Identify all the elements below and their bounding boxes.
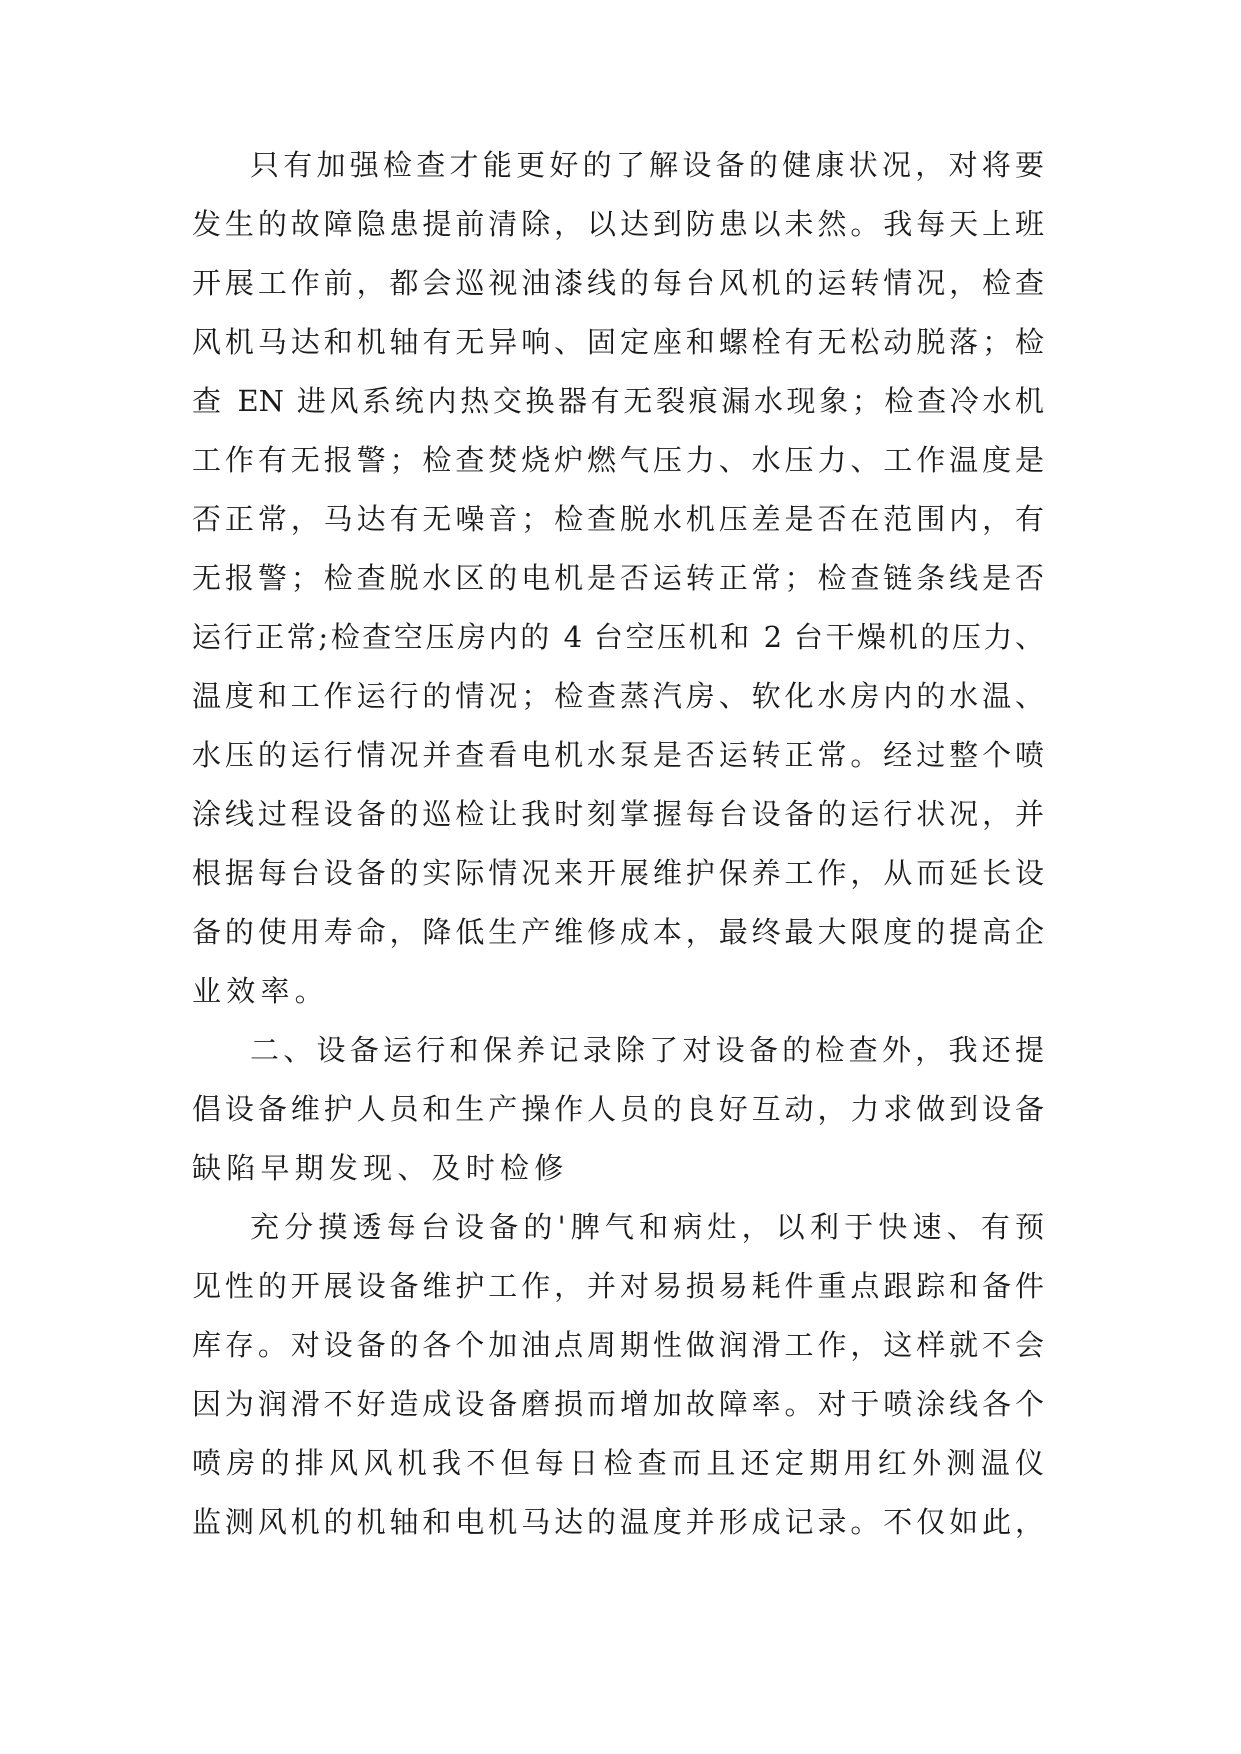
paragraph-1-line-2: 发生的故障隐患提前清除，以达到防患以未然。我每天上班: [192, 207, 1044, 241]
paragraph-2-line-2: 倡设备维护人员和生产操作人员的良好互动，力求做到设备: [192, 1092, 1044, 1126]
paragraph-1-line-14: 备的使用寿命，降低生产维修成本，最终最大限度的提高企: [192, 915, 1044, 949]
paragraph-2-line-3: 缺陷早期发现、及时检修: [192, 1151, 569, 1185]
paragraph-3-line-2: 见性的开展设备维护工作，并对易损易耗件重点跟踪和备件: [192, 1269, 1044, 1303]
paragraph-1-line-15: 业效率。: [192, 974, 329, 1008]
paragraph-1-line-6: 工作有无报警；检查焚烧炉燃气压力、水压力、工作温度是: [192, 443, 1044, 477]
paragraph-1-line-13: 根据每台设备的实际情况来开展维护保养工作，从而延长设: [192, 856, 1044, 890]
paragraph-1-line-1: 只有加强检查才能更好的了解设备的健康状况，对将要: [250, 148, 1044, 182]
paragraph-3-line-4: 因为润滑不好造成设备磨损而增加故障率。对于喷涂线各个: [192, 1387, 1044, 1421]
paragraph-1-line-5: 查 EN 进风系统内热交换器有无裂痕漏水现象；检查冷水机: [192, 384, 1044, 418]
paragraph-1-line-10: 温度和工作运行的情况；检查蒸汽房、软化水房内的水温、: [192, 679, 1044, 713]
paragraph-1-line-11: 水压的运行情况并查看电机水泵是否运转正常。经过整个喷: [192, 738, 1044, 772]
paragraph-3-line-5: 喷房的排风风机我不但每日检查而且还定期用红外测温仪: [192, 1446, 1044, 1480]
paragraph-3-line-3: 库存。对设备的各个加油点周期性做润滑工作，这样就不会: [192, 1328, 1044, 1362]
paragraph-1-line-9: 运行正常;检查空压房内的 4 台空压机和 2 台干燥机的压力、: [192, 620, 1044, 654]
paragraph-3-line-6: 监测风机的机轴和电机马达的温度并形成记录。不仅如此，: [192, 1505, 1044, 1539]
paragraph-1-line-3: 开展工作前，都会巡视油漆线的每台风机的运转情况，检查: [192, 266, 1044, 300]
paragraph-2-line-1: 二、设备运行和保养记录除了对设备的检查外，我还提: [250, 1033, 1044, 1067]
paragraph-1-line-8: 无报警；检查脱水区的电机是否运转正常；检查链条线是否: [192, 561, 1044, 595]
paragraph-1-line-12: 涂线过程设备的巡检让我时刻掌握每台设备的运行状况，并: [192, 797, 1044, 831]
paragraph-3-line-1: 充分摸透每台设备的'脾气和病灶，以利于快速、有预: [250, 1210, 1044, 1244]
paragraph-1-line-7: 否正常，马达有无噪音；检查脱水机压差是否在范围内，有: [192, 502, 1044, 536]
paragraph-1-line-4: 风机马达和机轴有无异响、固定座和螺栓有无松动脱落；检: [192, 325, 1044, 359]
